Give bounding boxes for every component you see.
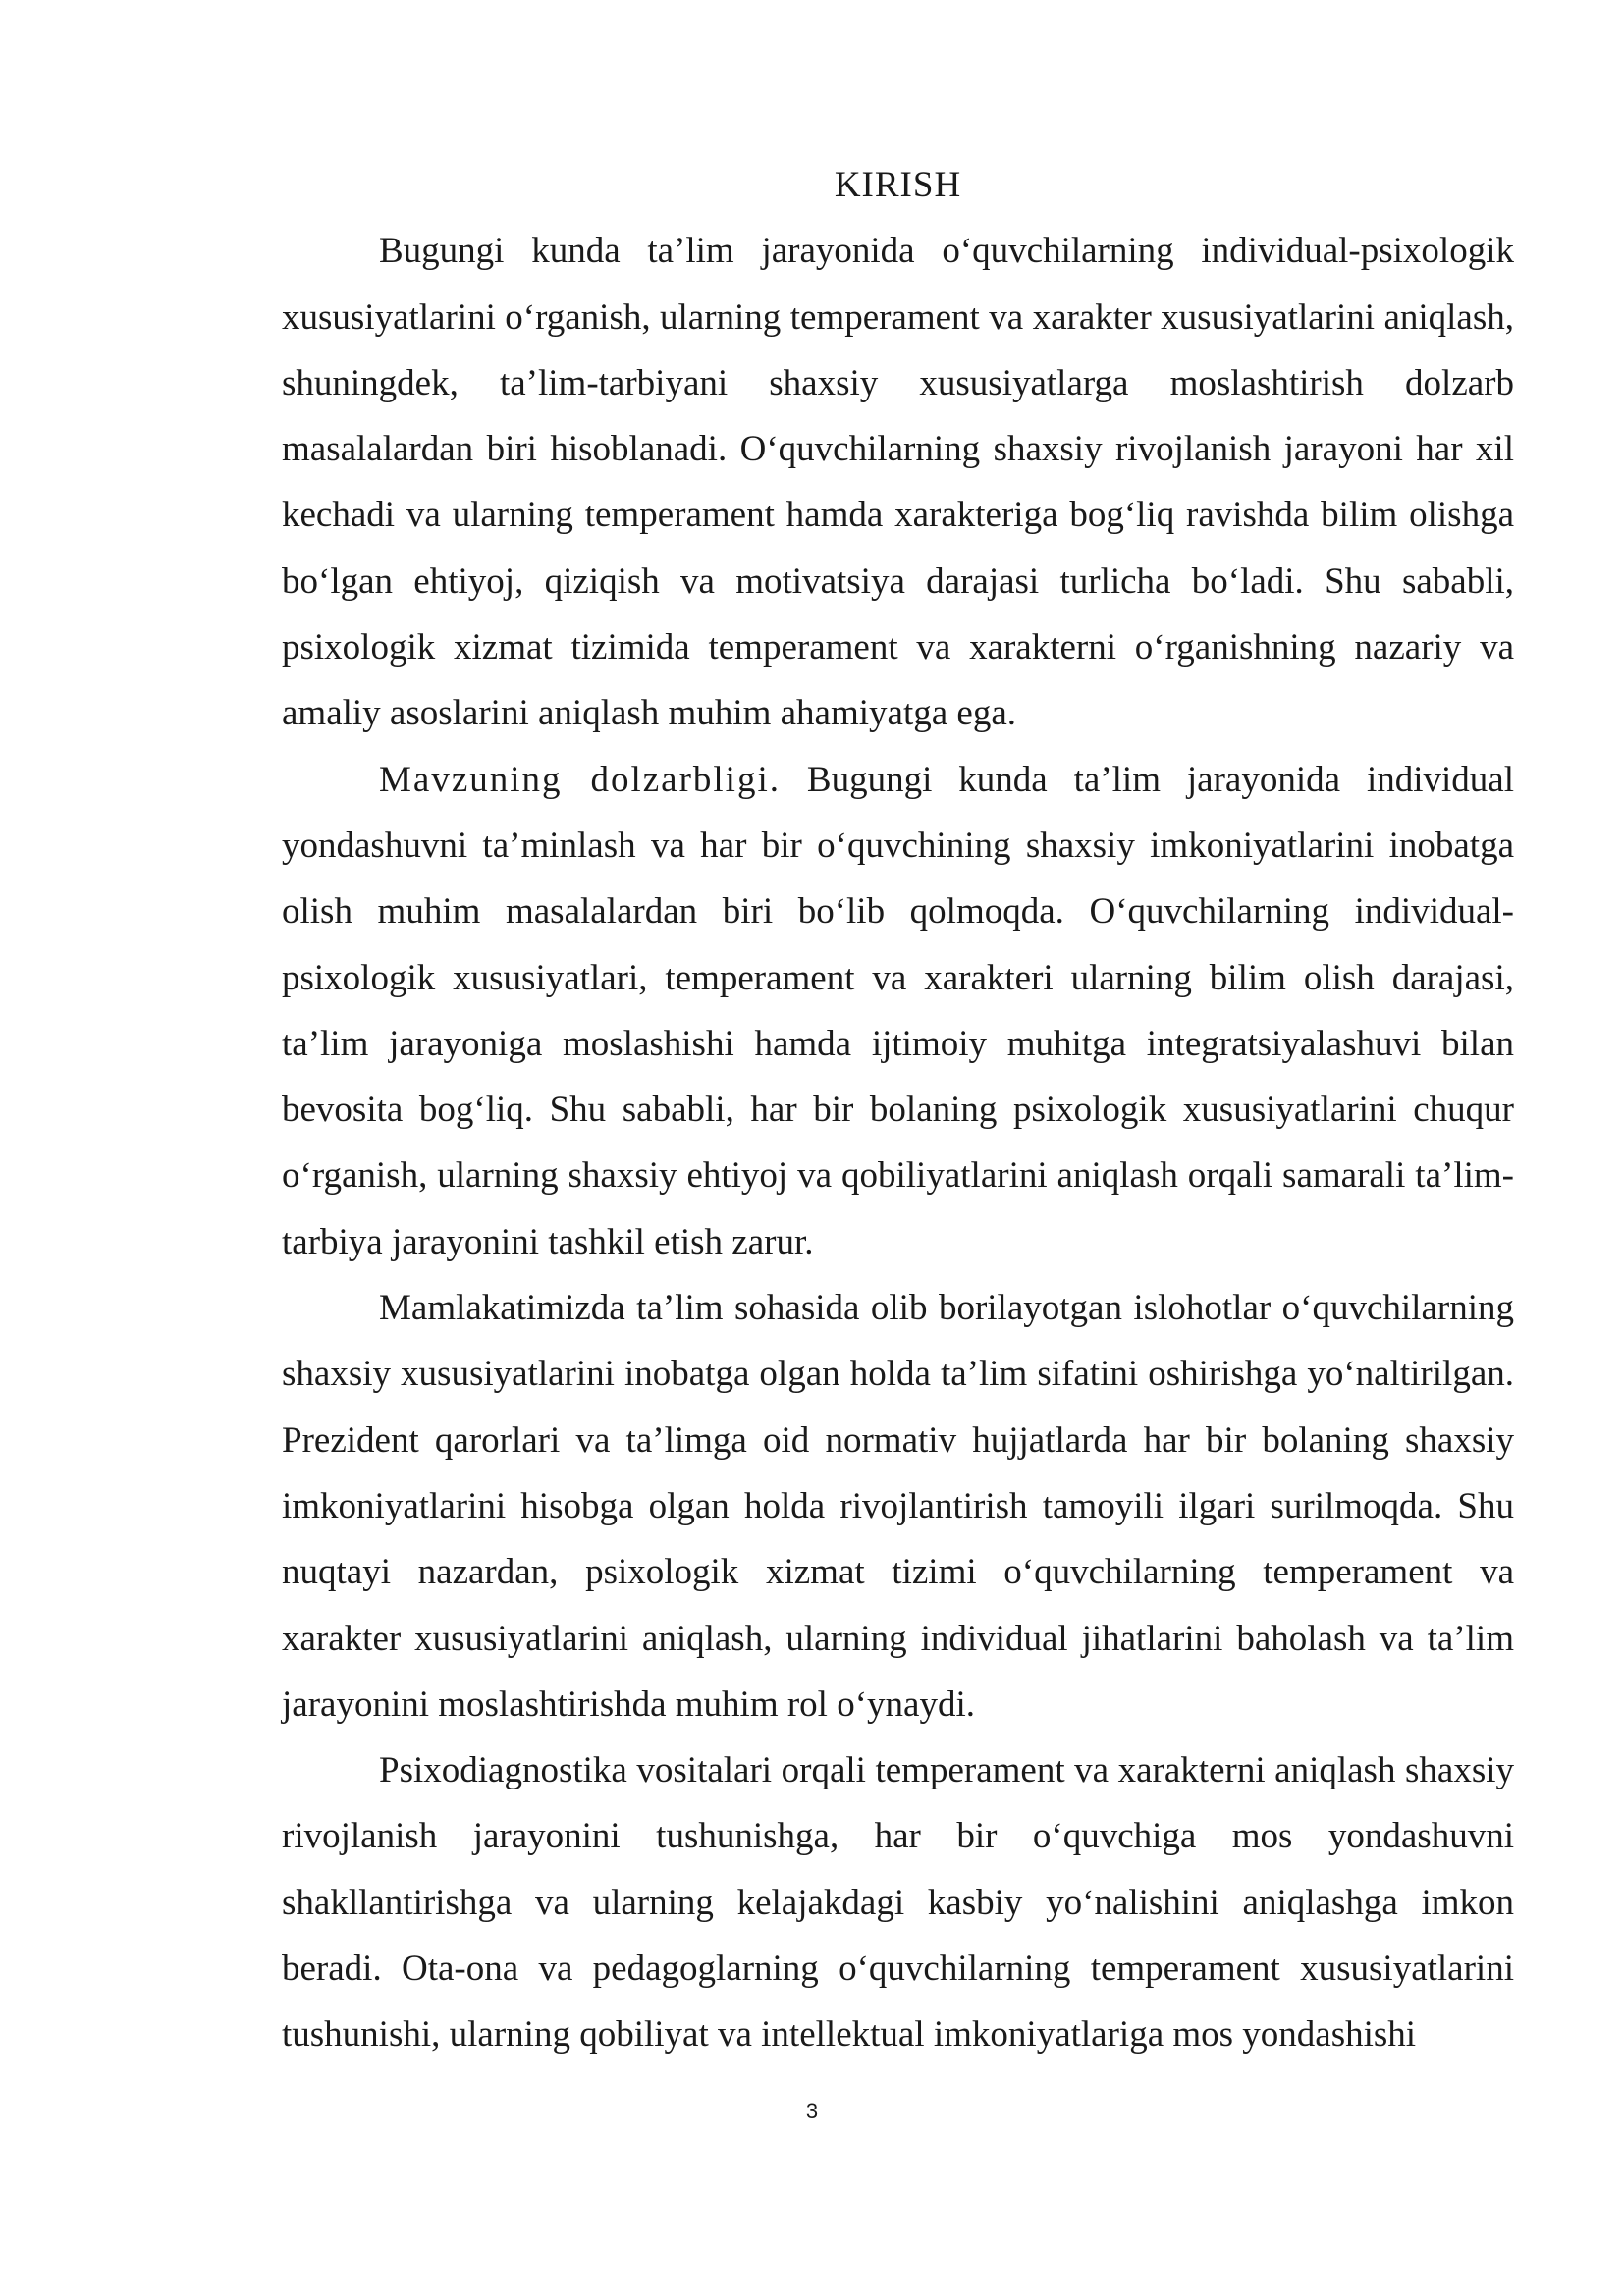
section-heading: KIRISH: [834, 165, 962, 205]
paragraph-intro: [282, 218, 1514, 746]
page-number: 3: [805, 2099, 819, 2123]
paragraph-psychodiagnostics: [282, 1737, 1514, 2067]
document-body: [282, 152, 1514, 2068]
paragraph-text: Mamlakatimizda ta’lim sohasida olib borilayotgan islohotlar o‘quvchilarning shaxsiy xususiyatlarini inobatga olgan holda ta’lim sifatini oshirishga yo‘naltirilgan. Prezident qarorlari va ta’limga oid normativ hujjatlarda har bir bolaning shaxsiy imkoniyatlarini hisobga olgan holda rivojlantirish tamoyili ilgari surilmoqda. Shu nuqtayi nazardan, psixologik xizmat tizimi o‘quvchilarning temperament va xarakter xususiyatlarini aniqlash, ularning individual jihatlarini baholash va ta’lim jarayonini moslashtirishda muhim rol o‘ynaydi.: [282, 1288, 1514, 1725]
paragraph-lead: Mavzuning dolzarbligi.: [379, 759, 781, 800]
paragraph-text: Psixodiagnostika vositalari orqali temperament va xarakterni aniqlash shaxsiy rivojlanish jarayonini tushunishga, har bir o‘quvchiga mos yondashuvni shakllantirishga va ularning kelajakdagi kasbiy yo‘nalishini aniqlashga imkon beradi. Ota-ona va pedagoglarning o‘quvchilarning temperament xususiyatlarini tushunishi, ularning qobiliyat va intellektual imkoniyatlariga mos yondashishi: [282, 1750, 1514, 2056]
paragraph-reforms: [282, 1275, 1514, 1737]
paragraph-text: Bugungi kunda ta’lim jarayonida individual yondashuvni ta’minlash va har bir o‘quvchining shaxsiy imkoniyatlarini inobatga olish muhim masalalardan biri bo‘lib qolmoqda. O‘quvchilarning individual-psixologik xususiyatlari, temperament va xarakteri ularning bilim olish darajasi, ta’lim jarayoniga moslashishi hamda ijtimoiy muhitga integratsiyalashuvi bilan bevosita bog‘liq. Shu sababli, har bir bolaning psixologik xususiyatlarini chuqur o‘rganish, ularning shaxsiy ehtiyoj va qobiliyatlarini aniqlash orqali samarali ta’lim-tarbiya jarayonini tashkil etish zarur.: [282, 759, 1515, 1262]
paragraph-text: Bugungi kunda ta’lim jarayonida o‘quvchilarning individual-psixologik xususiyatlarini o‘rganish, ularning temperament va xarakter xususiyatlarini aniqlash, shuningdek, ta’lim-tarbiyani shaxsiy xususiyatlarga moslashtirish dolzarb masalalardan biri hisoblanadi. O‘quvchilarning shaxsiy rivojlanish jarayoni har xil kechadi va ularning temperament hamda xarakteriga bog‘liq ravishda bilim olishga bo‘lgan ehtiyoj, qiziqish va motivatsiya darajasi turlicha bo‘ladi. Shu sababli, psixologik xizmat tizimida temperament va xarakterni o‘rganishning nazariy va amaliy asoslarini aniqlash muhim ahamiyatga ega.: [282, 231, 1514, 734]
paragraph-relevance: [282, 747, 1514, 1275]
